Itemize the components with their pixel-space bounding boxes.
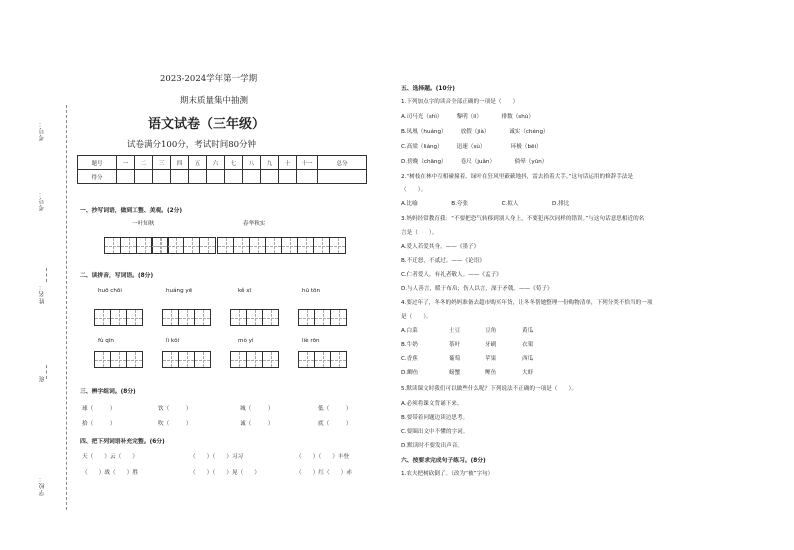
word-pair: 低（ ）: [318, 406, 352, 412]
idiom-blank: （ ）（ ）习习: [190, 454, 244, 460]
q-line: D.与人善言，暖于布帛；伤人以言，深于矛戟。——《荀子》: [401, 286, 553, 292]
q-line: B.要带着问题边读边思考。: [401, 415, 469, 421]
idiom-blank: （ ）战（ ）胜: [82, 470, 138, 476]
tianzi-grid: [94, 351, 143, 368]
option: 螃蟹: [449, 370, 461, 376]
option: 西瓜: [522, 356, 534, 362]
sec4-title: 四、把下列词语补充完整。(6分): [80, 439, 165, 445]
option: 豆角: [485, 328, 497, 334]
sec5-title: 五、选择题。(10分): [401, 86, 455, 92]
score-cell: 八: [243, 156, 261, 170]
ban-label: 班: [39, 375, 46, 382]
word-pair: 吹（ ）: [158, 421, 192, 427]
option: 茶叶: [449, 342, 461, 348]
word-pair: 底（ ）: [318, 421, 352, 427]
score-value-row: [78, 170, 367, 184]
score-cell: 总分: [318, 156, 367, 170]
q-line: A.比喻 B.夸张 C.拟人 D.排比: [401, 201, 570, 207]
idiom-blank: （ ）红（ ）赤: [296, 470, 352, 476]
page-title: 语文试卷（三年级）: [148, 117, 266, 132]
school-label: 学校：: [39, 475, 46, 496]
sec1-word2: 春华秋实: [243, 221, 266, 227]
q-line: C.仁者爱人，有礼者敬人。——《孟子》: [401, 272, 502, 278]
word-pair: 城（ ）: [240, 406, 274, 412]
word-pair: 球（ ）: [82, 406, 116, 412]
option: 牙刷: [485, 342, 497, 348]
q-line: 1.下列加点字的读音全部正确的一项是（ ）: [401, 99, 519, 105]
option: 苹果: [485, 356, 497, 362]
option: 鲤鱼: [485, 370, 497, 376]
q-line: D.傍晚（chāng） 卷尺（juǎn） 倘晕（yūn）: [401, 159, 548, 165]
binding-line: [66, 105, 67, 510]
kaohao-label: 考号：: [39, 120, 46, 141]
option: 土豆: [449, 328, 461, 334]
option: 衣架: [522, 342, 534, 348]
pinyin: lì kōi: [166, 338, 180, 344]
score-cell: 五: [189, 156, 207, 170]
pinyin: kě xī: [238, 288, 252, 294]
pinyin: mò yì: [238, 338, 254, 344]
binding-mark: [46, 268, 47, 282]
idiom-blank: （ ）（ ）丰登: [296, 454, 350, 460]
q-line: A.司马光（shì） 黎明（lí） 排数（shù）: [401, 114, 534, 120]
tianzi-grid: [230, 309, 279, 326]
word-pair: 饮（ ）: [158, 406, 192, 412]
binding-mark: [46, 365, 47, 379]
option: D.鲫鱼: [401, 370, 419, 376]
tianzi-grid: [298, 351, 347, 368]
sec2-title: 二、读拼音，写词语。(8分): [80, 273, 154, 279]
q-line: A.必须将课文背诵下来。: [401, 401, 463, 407]
q-line: D.默读时不要发出声音。: [401, 443, 464, 449]
tianzi-grid: [94, 309, 143, 326]
q-line: B.不迁怒，不贰过。——《论语》: [401, 258, 485, 264]
score-cell: 十一: [297, 156, 318, 170]
option: 大虾: [522, 370, 534, 376]
exam-info: 试卷满分100分，考试时间80分钟: [127, 140, 257, 150]
exam-type: 期末质量集中抽测: [180, 96, 249, 106]
tianzi-grid: [151, 237, 216, 254]
pinyin: liè rōn: [302, 338, 320, 344]
sec6-title: 六、按要求完成句子练习。(8分): [401, 458, 486, 464]
q-line: 2.“树枝在林中互相碰撞着，绿叶在狂风里簌簌地抖，雷去拾着大手。”这句话运用的修辞手法是: [401, 174, 634, 180]
q-line: 是（ ）。: [401, 314, 432, 320]
score-cell: 二: [135, 156, 153, 170]
q-line: C.高梁（liáng） 迅速（sù） 环极（bēi）: [401, 144, 542, 150]
pinyin: huō chōi: [98, 288, 122, 294]
score-cell: 九: [261, 156, 279, 170]
q-line: （ ）。: [401, 187, 427, 193]
q-line: 3.妈妈经常教育我：“不要把恐气转移到别人身上，不要犯再次同样的错误。”与这句话意思相近的名: [401, 216, 645, 222]
q-line: 5.默读课文时我们可以做些什么呢？下列说法不正确的一项是（ ）。: [401, 386, 577, 392]
q-line: 1.农夫把树砍倒了。（改为“被”字句）: [401, 471, 494, 477]
tianzi-grid: [162, 309, 211, 326]
score-table: [77, 155, 367, 184]
xingming-label: 姓名：: [39, 283, 46, 304]
score-cell: 一: [117, 156, 135, 170]
q-line: C.要圈出文中不懂的字词。: [401, 429, 469, 435]
score-header-row: [78, 156, 367, 170]
score-cell: 三: [153, 156, 171, 170]
pinyin: hū tōn: [302, 288, 321, 294]
school-year: 2023-2024学年第一学期: [160, 74, 258, 84]
tianzi-grid: [217, 237, 282, 254]
tianzi-grid: [281, 237, 346, 254]
kaohao2-label: 考号：: [39, 190, 46, 211]
tianzi-grid: [162, 351, 211, 368]
score-cell: 题号: [78, 156, 117, 170]
score-cell: 六: [207, 156, 225, 170]
option: 黄瓜: [522, 328, 534, 334]
score-cell: 十: [279, 156, 297, 170]
sec3-title: 三、辨字组词。(8分): [80, 389, 136, 395]
option: C.香蕉: [401, 356, 418, 362]
score-cell: 七: [225, 156, 243, 170]
q-line: 4.要过年了，冬冬的妈妈准备去超市购买年货，让冬冬帮她整理一份购物清单，下列分类不恰当的一项: [401, 300, 653, 306]
pinyin: huáng yē: [166, 288, 193, 294]
q-line: A.爱人若爱其身。——《墨子》: [401, 244, 480, 250]
q-line: 言是（ ）。: [401, 230, 438, 236]
pinyin: fù qīn: [98, 338, 114, 344]
word-pair: 拾（ ）: [82, 421, 116, 427]
option: B.牛奶: [401, 342, 418, 348]
tianzi-grid: [230, 351, 279, 368]
idiom-blank: （ ）（ ）晃（ ）: [190, 470, 260, 476]
q-line: B.凤凰（huáng） 放假（jià） 诚实（chéng）: [401, 129, 549, 135]
tianzi-grid: [298, 309, 347, 326]
score-cell: 四: [171, 156, 189, 170]
word-pair: 诚（ ）: [240, 421, 274, 427]
sec1-title: 一、抄写词语，做到工整、美观。(2分): [80, 208, 183, 214]
option: 葡萄: [449, 356, 461, 362]
option-row: A.白菜: [401, 328, 418, 334]
idiom-blank: 天（ ）云（ ）: [82, 454, 138, 460]
score-label: 得分: [78, 170, 117, 184]
sec1-word1: 一叶知秋: [132, 221, 155, 227]
